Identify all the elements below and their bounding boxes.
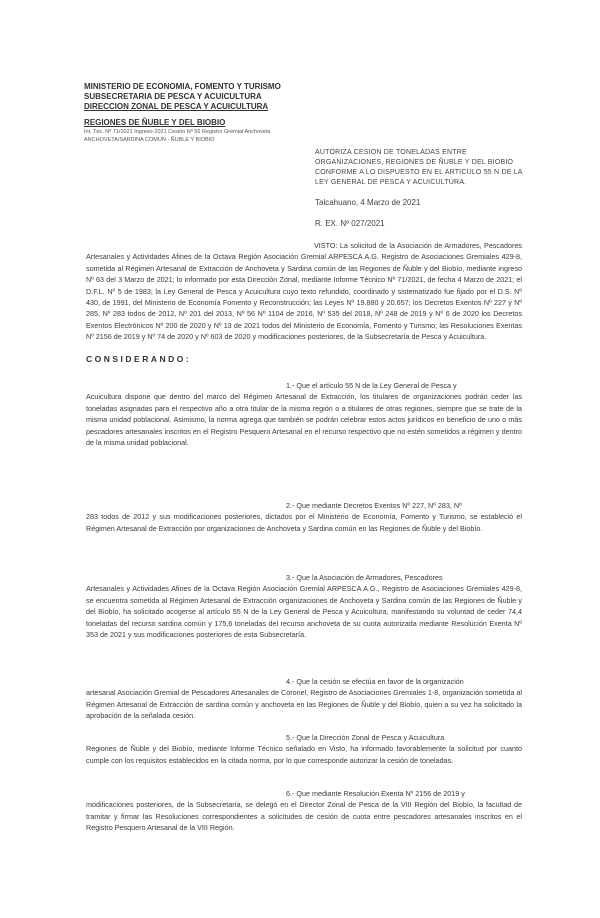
- item-lead: 5.- Que la Dirección Zonal de Pesca y Acuicultura: [286, 733, 445, 742]
- item-body: modificaciones posteriores, de la Subsecretaría, se delegó en el Director Zonal de Pesca de la VIII Región del Biobío, la facultad de tramitar y firmar las Resoluciones correspondientes a solicitudes de cesión de cuota entre pescadores artesanales inscritos en el Registro Pesquero Artesanal de la VIII Región.: [86, 800, 522, 833]
- visto-paragraph: VISTO: La solicitud de la Asociación de Armadores, Pescadores Artesanales y Actividades Afines de la Octava Región Asociación Gremial ARPESCA A.G. Registro de Asociaciones Gremiales 429-8, sometida al Régimen Artesanal de Extracción de Anchoveta y Sardina común de las Regiones de Ñuble y del Biobío, mediante ingreso Nº 63 del 3 Marzo de 2021; lo informado por esta Dirección Zonal, mediante Informe Técnico Nº 71/2021, de fecha 4 Marzo de 2021; el D.F.L. Nº 5 de 1983; la Ley General de Pesca y Acuicultura cuyo texto refundido, coordinado y sistematizado fue fijado por el D.S. Nº 430, de 1991, del Ministerio de Economía Fomento y Reconstrucción; las Leyes Nº 19.880 y 20.657; los Decretos Exentos Nº 227 y Nº 285, Nº 283 todos de 2012, Nº 201 del 2013, Nº 56 Nº 1104 de 2016, Nº 535 del 2018, Nº 248 de 2019 y Nº 6 de 2020 los Decretos Exentos Electrónicos Nº 200 de 2020 y Nº 13 de 2021 todos del Ministerio de Economía, Fomento y Turismo; las Resoluciones Exentas Nº 2156 de 2019 y Nº 74 de 2020 y Nº 603 de 2020 y modificaciones posteriores, de la Subsecretaría de Pesca y Acuicultura.: [86, 241, 522, 342]
- item-body: Regiones de Ñuble y del Biobío, mediante Informe Técnico señalado en Visto, ha informado favorablemente la solicitud por cuanto cumple con los requisitos establecidos en la citada norma, por lo que corresponde autorizar la cesión de toneladas.: [86, 744, 522, 765]
- item-lead: 1.- Que el artículo 55 N de la Ley General de Pesca y: [286, 381, 457, 390]
- item-lead: 3.- Que la Asociación de Armadores, Pescadores: [286, 573, 443, 582]
- subsecretariat-name: SUBSECRETARIA DE PESCA Y ACUICULTURA: [84, 92, 262, 101]
- considerando-item-5: [86, 732, 522, 766]
- considerando-item-3: [86, 572, 522, 640]
- considerando-heading: CONSIDERANDO:: [86, 354, 192, 364]
- reference-line-2: ANCHOVETA/SARDINA COMUN - ÑUBLE Y BIOBIO: [84, 137, 215, 143]
- considerando-item-6: [86, 788, 522, 834]
- item-body: artesanal Asociación Gremial de Pescadores Artesanales de Coronel, Registro de Asociaciones Gremiales 1-8, organización sometida al Régimen Artesanal de Extracción de sardina común y anchoveta en las Regiones de Ñuble y del Biobío, quien a su vez ha solicitado la aprobación de la señalada cesión.: [86, 688, 522, 721]
- item-body: Acuicultura dispone que dentro del marco del Régimen Artesanal de Extracción, los titulares de organizaciones podrán ceder las toneladas asignadas para el respectivo año a otra titular de la misma región o a titulares de otras regiones, siempre que se trate de la misma unidad poblacional. Asimismo, la norma agrega que también se podrán celebrar estos actos jurídicos en beneficio de uno o más pescadores artesanales inscritos en el Registro Pesquero Artesanal en el recurso respectivo que no estén sometidos a régimen y dentro de la misma unidad poblacional.: [86, 392, 522, 448]
- item-body: 283 todos de 2012 y sus modificaciones posteriores, dictados por el Ministerio de Economía, Fomento y Turismo, se estableció el Régimen Artesanal de Extracción por organizaciones de Anchoveta y Sardina común en las Regiones de Ñuble y del Biobío.: [86, 512, 522, 533]
- resolution-subject: AUTORIZA CESION DE TONELADAS ENTRE ORGANIZACIONES, REGIONES DE ÑUBLE Y DEL BIOBIO CONFORME A LO DISPUESTO EN EL ARTICULO 55 N DE LA LEY GENERAL DE PESCA Y ACUICULTURA.: [315, 149, 523, 186]
- ministry-name: MINISTERIO DE ECONOMIA, FOMENTO Y TURISMO: [84, 82, 281, 91]
- item-lead: 2.- Que mediante Decretos Exentos Nº 227, Nº 283, Nº: [286, 501, 462, 510]
- considerando-item-2: [86, 500, 522, 534]
- item-lead: 6.- Que mediante Resolución Exenta Nº 2156 de 2019 y: [286, 789, 465, 798]
- considerando-item-4: [86, 676, 522, 722]
- item-body: Artesanales y Actividades Afines de la Octava Región Asociación Gremial ARPESCA A.G., Registro de Asociaciones Gremiales 429-8, se encuentra sometida al Régimen Artesanal de Extracción organizaciones de Anchoveta y Sardina común de las Regiones de Ñuble y del Biobío, ha solicitado acogerse al artículo 55 N de la Ley General de Pesca y Acuicultura, manifestando su voluntad de ceder 74,4 toneladas del recurso sardina común y 175,6 toneladas del recurso anchoveta de su cuota autorizada mediante Resolución Exenta Nº 353 de 2021 y sus modificaciones posteriores de esta Subsecretaría.: [86, 584, 522, 640]
- resolution-date: Talcahuano, 4 Marzo de 2021: [315, 198, 421, 207]
- directorate-name: DIRECCION ZONAL DE PESCA Y ACUICULTURA: [84, 102, 269, 111]
- letterhead: [84, 82, 314, 144]
- resolution-number: R. EX. Nº 027/2021: [315, 219, 385, 228]
- reference-line-1: Int. Téc. Nº 71/2021 Ingreso-2021 Cesión Nº 56 Registro Gremial Anchoveta: [84, 129, 271, 135]
- considerando-item-1: [86, 380, 522, 448]
- regions-name: REGIONES DE ÑUBLE Y DEL BIOBIO: [84, 118, 226, 127]
- item-lead: 4.- Que la cesión se efectúa en favor de la organización: [286, 677, 464, 686]
